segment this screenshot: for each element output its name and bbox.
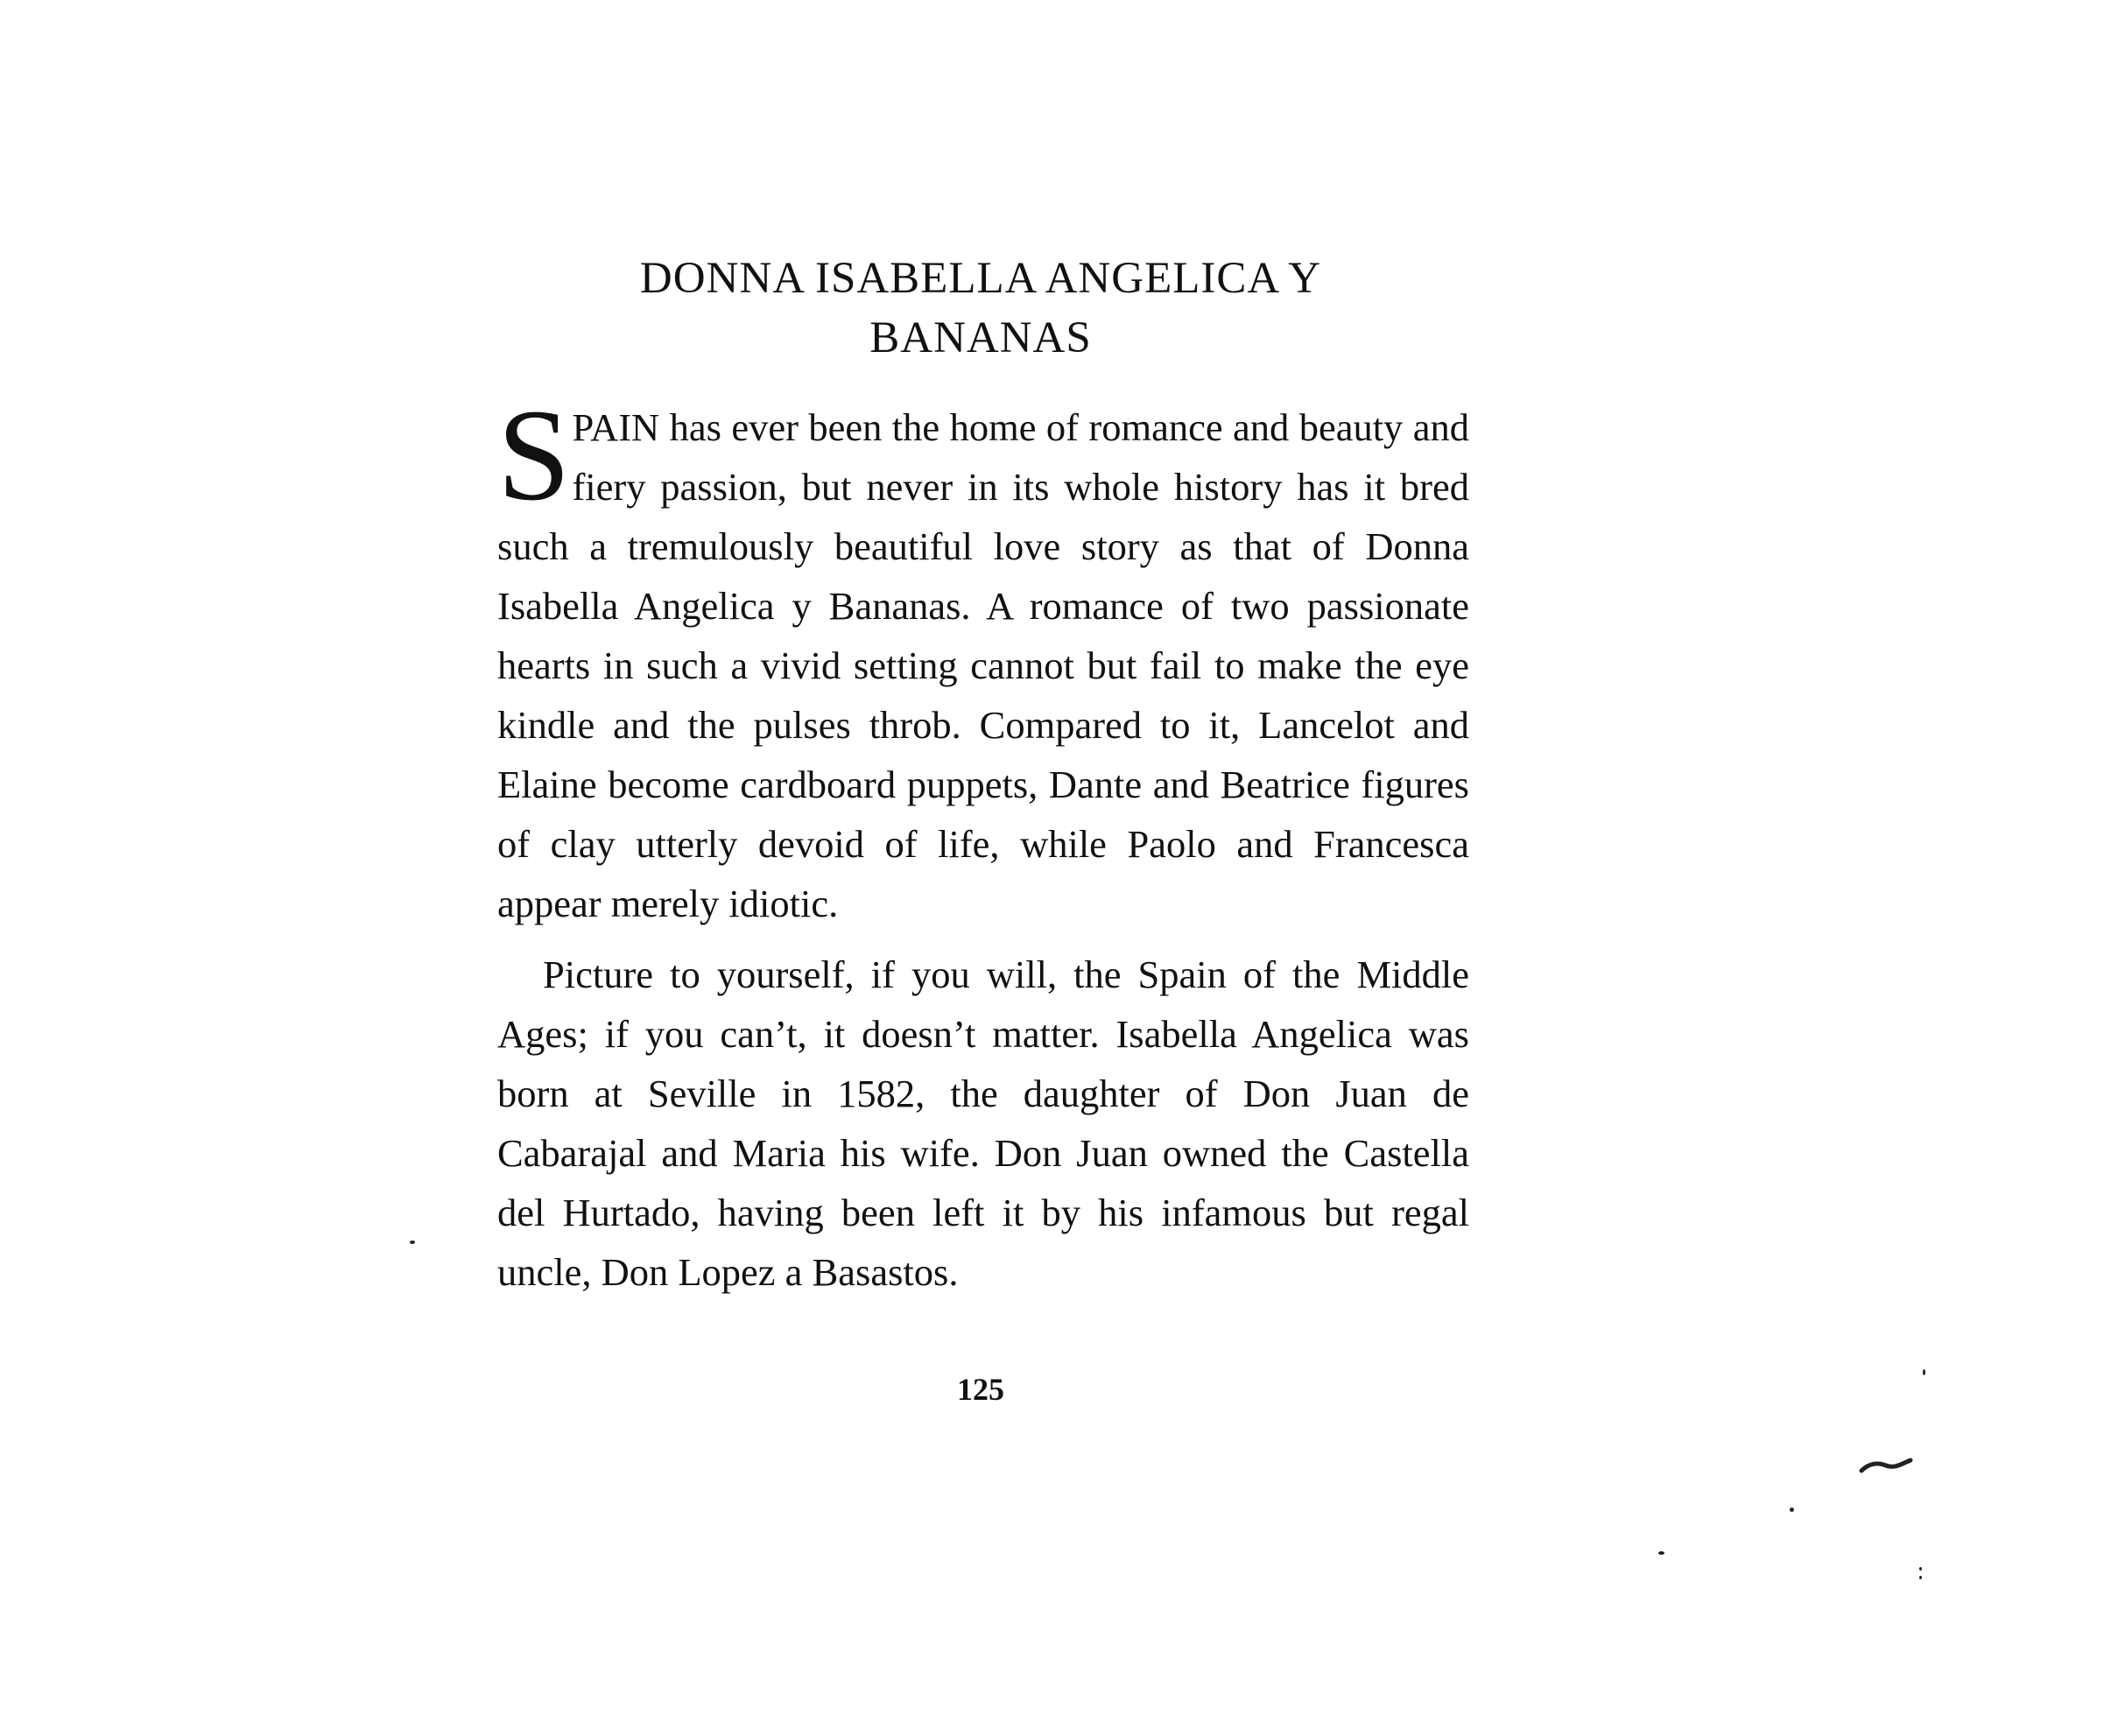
drop-cap: S	[497, 383, 571, 528]
paragraph-1	[497, 383, 1469, 933]
chapter-title	[490, 249, 1471, 368]
scan-speck	[1790, 1508, 1794, 1512]
scan-mark-icon	[1856, 1446, 1926, 1481]
scan-speck	[1658, 1551, 1664, 1555]
chapter-title-line-1: DONNA ISABELLA ANGELICA Y	[639, 254, 1322, 303]
chapter-title-line-2: BANANAS	[869, 313, 1092, 362]
scan-speck	[1923, 1369, 1925, 1375]
chapter-body	[497, 383, 1469, 1302]
scan-speck	[1919, 1576, 1922, 1579]
paragraph-2: Picture to yourself, if you will, the Spain of the Middle Ages; if you can’t, it doesn’t matter. Isabella Angelica was born at Seville in 1582, the daughter of Don Juan de Cabarajal and Maria his wife. Don Juan owned the Castella del Hurtado, having been left it by his infamous but regal uncle, Don Lopez a Basastos.	[497, 952, 1469, 1294]
scan-speck	[410, 1241, 415, 1244]
paragraph-1-text: PAIN has ever been the home of romance and beauty and fiery passion, but never in its whole history has it bred such a tremulously beautiful love story as that of Donna Isabella Angelica y Bananas. A romance of two passionate hearts in such a vivid setting cannot but fail to make the eye kindle and the pulses throb. Compared to it, Lancelot and Elaine become cardboard puppets, Dante and Beatrice figures of clay utterly devoid of life, while Paolo and Francesca appear merely idiotic.	[497, 405, 1469, 925]
page-number: 125	[957, 1372, 1004, 1407]
scan-speck	[1919, 1567, 1922, 1571]
